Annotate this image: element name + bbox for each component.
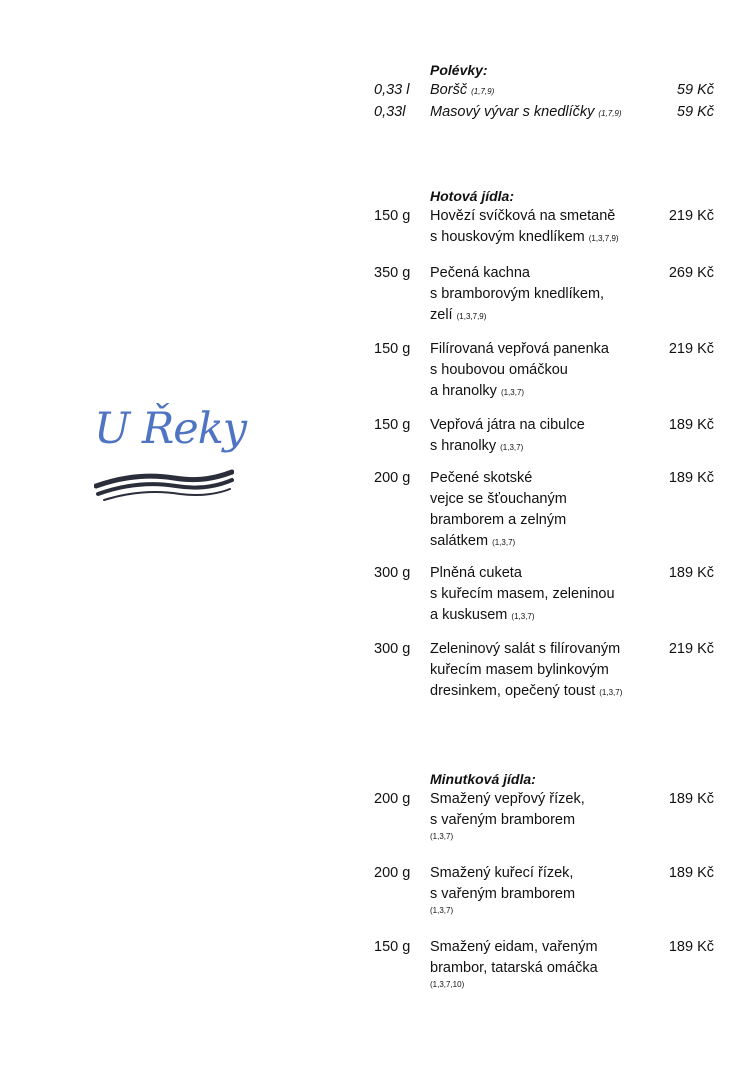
item-line: Plněná cuketa bbox=[430, 565, 522, 581]
item-line: Smažený vepřový řízek, bbox=[430, 791, 585, 807]
item-line: salátkem bbox=[430, 533, 489, 549]
restaurant-logo bbox=[94, 404, 247, 510]
item-price: 59 Kč bbox=[676, 82, 714, 98]
item-line: Vepřová játra na cibulce bbox=[430, 417, 585, 433]
item-qty: 200 g bbox=[374, 470, 411, 486]
item-line: a hranolky bbox=[430, 383, 497, 399]
item-line: s houbovou omáčkou bbox=[430, 362, 568, 378]
menu-item bbox=[374, 263, 714, 327]
item-line: s hranolky bbox=[430, 438, 497, 454]
item-qty: 150 g bbox=[374, 939, 411, 955]
item-line: s bramborovým knedlíkem, bbox=[430, 286, 605, 302]
item-line: s vařeným bramborem bbox=[430, 812, 576, 828]
item-line: s vařeným bramborem bbox=[430, 886, 576, 902]
item-qty: 150 g bbox=[374, 417, 411, 433]
item-line: kuřecím masem bylinkovým bbox=[430, 662, 609, 678]
item-price: 219 Kč bbox=[668, 208, 714, 224]
item-allergens: (1,3,7) bbox=[430, 832, 454, 841]
item-line: Hovězí svíčková na smetaně bbox=[430, 208, 616, 224]
item-qty: 350 g bbox=[374, 265, 411, 281]
item-line: zelí bbox=[430, 307, 453, 323]
item-allergens: (1,3,7,10) bbox=[430, 980, 465, 989]
menu-item bbox=[374, 563, 714, 627]
item-qty: 300 g bbox=[374, 641, 411, 657]
item-line: bramborem a zelným bbox=[430, 512, 567, 528]
menu-item bbox=[374, 339, 714, 403]
item-price: 189 Kč bbox=[668, 565, 714, 581]
item-price: 59 Kč bbox=[676, 104, 714, 120]
item-allergens: (1,7,9) bbox=[471, 87, 495, 96]
item-qty: 300 g bbox=[374, 565, 411, 581]
item-price: 189 Kč bbox=[668, 865, 714, 881]
ready-meals-section bbox=[374, 187, 714, 703]
item-allergens: (1,7,9) bbox=[598, 109, 622, 118]
logo-text: U Řeky bbox=[94, 404, 247, 454]
item-line: s kuřecím masem, zeleninou bbox=[430, 586, 615, 602]
item-allergens: (1,3,7) bbox=[511, 612, 535, 621]
item-allergens: (1,3,7,9) bbox=[588, 234, 619, 243]
item-line: brambor, tatarská omáčka bbox=[430, 960, 598, 976]
item-price: 189 Kč bbox=[668, 939, 714, 955]
menu-item bbox=[374, 80, 714, 102]
minute-meals-section bbox=[374, 770, 714, 991]
item-line: s houskovým knedlíkem bbox=[430, 229, 585, 245]
item-qty: 150 g bbox=[374, 208, 411, 224]
item-allergens: (1,3,7) bbox=[500, 443, 524, 452]
item-allergens: (1,3,7) bbox=[430, 906, 454, 915]
item-name: Boršč bbox=[430, 82, 468, 98]
item-price: 219 Kč bbox=[668, 641, 714, 657]
item-line: Pečená kachna bbox=[430, 265, 530, 281]
item-line: Smažený eidam, vařeným bbox=[430, 939, 598, 955]
item-line: vejce se šťouchaným bbox=[430, 491, 567, 507]
menu-item bbox=[374, 415, 714, 458]
item-line: Smažený kuřecí řízek, bbox=[430, 865, 574, 881]
soups-section bbox=[374, 61, 714, 124]
item-price: 269 Kč bbox=[668, 265, 714, 281]
menu-item bbox=[374, 863, 714, 917]
item-qty: 0,33 l bbox=[374, 82, 410, 98]
minute-meals-heading: Minutková jídla: bbox=[430, 771, 536, 787]
menu-item bbox=[374, 206, 714, 249]
item-price: 189 Kč bbox=[668, 791, 714, 807]
item-name: Masový vývar s knedlíčky bbox=[430, 104, 595, 120]
menu-item bbox=[374, 468, 714, 553]
menu-item bbox=[374, 639, 714, 703]
item-allergens: (1,3,7) bbox=[500, 388, 525, 397]
menu-item bbox=[374, 789, 714, 843]
item-price: 189 Kč bbox=[668, 470, 714, 486]
item-qty: 200 g bbox=[374, 791, 411, 807]
item-allergens: (1,3,7,9) bbox=[456, 312, 487, 321]
item-line: a kuskusem bbox=[430, 607, 508, 623]
item-line: dresinkem, opečený toust bbox=[430, 683, 596, 699]
item-line: Zeleninový salát s filírovaným bbox=[430, 641, 621, 657]
menu-item bbox=[374, 937, 714, 991]
item-allergens: (1,3,7) bbox=[599, 688, 623, 697]
item-qty: 0,33l bbox=[374, 104, 406, 120]
menu-item bbox=[374, 102, 714, 124]
item-price: 219 Kč bbox=[668, 341, 714, 357]
item-price: 189 Kč bbox=[668, 417, 714, 433]
ready-meals-heading: Hotová jídla: bbox=[430, 188, 515, 204]
item-line: Pečené skotské bbox=[430, 470, 533, 486]
item-line: Filírovaná vepřová panenka bbox=[430, 341, 609, 357]
item-allergens: (1,3,7) bbox=[492, 538, 516, 547]
waves-icon bbox=[94, 464, 234, 504]
soups-heading: Polévky: bbox=[430, 62, 488, 78]
item-qty: 150 g bbox=[374, 341, 411, 357]
item-qty: 200 g bbox=[374, 865, 411, 881]
